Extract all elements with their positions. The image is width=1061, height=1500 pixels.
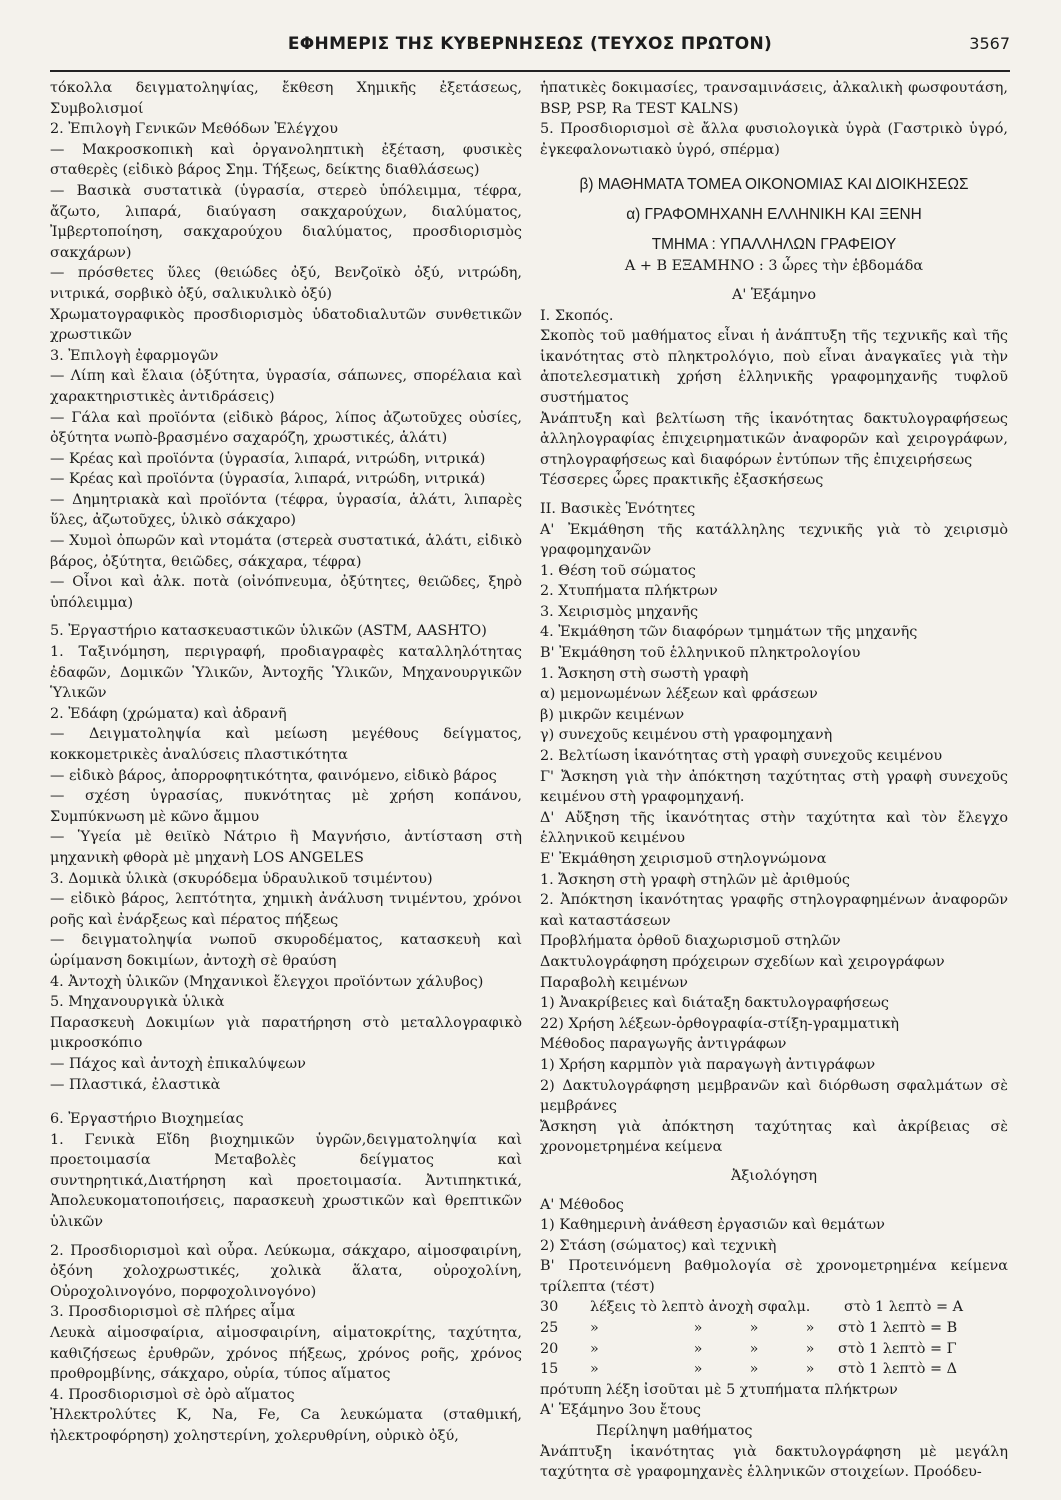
paragraph: — Μακροσκοπικὴ καὶ ὀργανοληπτικὴ ἐξέταση, φυσικὲς σταθερὲς (εἰδικὸ βάρος Σημ. Τήξεως, δείκτης διαθλάσεως)	[50, 141, 522, 179]
paragraph: Χρωματογραφικὸς προσδιορισμὸς ὑδατοδιαλυτῶν συνθετικῶν χρωστικῶν	[50, 306, 522, 344]
ditto-mark: »	[805, 1340, 815, 1357]
section-title: β) ΜΑΘΗΜΑΤΑ ΤΟΜΕΑ ΟΙΚΟΝΟΜΙΑΣ ΚΑΙ ΔΙΟΙΚΗΣΕΩΣ	[579, 176, 969, 194]
paragraph: πρότυπη λέξη ἰσοῦται μὲ 5 χτυπήματα πλήκτρων	[540, 1381, 898, 1398]
paragraph: — πρόσθετες ὕλες (θειώδες ὀξύ, Βενζοϊκὸ ὀξύ, νιτρώδη, νιτρικά, σορβικὸ ὀξύ, σαλικυλικὸ ὀξύ)	[50, 265, 522, 302]
list-item: 1) Χρήση καρμπὸν γιὰ παραγωγὴ ἀντιγράφων	[540, 1056, 876, 1073]
paragraph: — Κρέας καὶ προϊόντα (ὑγρασία, λιπαρά, νιτρώδη, νιτρικά)	[50, 450, 486, 467]
ditto-mark: »	[749, 1340, 759, 1357]
list-item: γ) συνεχοῦς κειμένου στὴ γραφομηχανὴ	[540, 727, 833, 744]
paragraph: 2. Ἐδάφη (χρώματα) καὶ ἀδρανῆ	[50, 705, 287, 722]
paragraph: Σκοπὸς τοῦ μαθήματος εἶναι ἡ ἀνάπτυξη τῆς τεχνικῆς καὶ τῆς ἱκανότητας στὸ πληκτρολόγιο, ποὺ εἶναι ἀναγκαῖες γιὰ τὴν ἀποτελεσματικὴ χρήση ἑλληνικῆς γραφομηχανῆς τυφλοῦ συστήματος	[540, 328, 1008, 406]
paragraph: 1. Γενικὰ Εἴδη βιοχημικῶν ὑγρῶν,δειγματοληψία καὶ προετοιμασία Μεταβολὲς δείγματος καὶ συντηρητικά,Διατήρηση καὶ προετοιμασία. Ἀντιπηκτικά, Ἀπολευκοματοποιήσεις, παρασκευὴ χρωστικῶν καὶ θρεπτικῶν ὑλικῶν	[50, 1131, 522, 1231]
paragraph: Παρασκευὴ Δοκιμίων γιὰ παρατήρηση στὸ μεταλλογραφικὸ μικροσκόπιο	[50, 1014, 522, 1052]
list-item: α) μεμονωμένων λέξεων καὶ φράσεων	[540, 686, 818, 703]
paragraph: Περίληψη μαθήματος	[596, 1423, 753, 1440]
list-item: 2. Χτυπήματα πλήκτρων	[540, 583, 718, 600]
evaluation-title: Ἀξιολόγηση	[730, 1167, 818, 1184]
ditto-mark: »	[749, 1361, 759, 1378]
grading-row	[540, 1318, 1008, 1339]
grading-text: λέξεις τὸ λεπτὸ ἀνοχὴ σφαλμ.	[590, 1299, 811, 1316]
list-item: 2. Ἀπόκτηση ἱκανότητας γραφῆς στηλογραφημένων ἀναφορῶν καὶ καταστάσεων	[540, 892, 1008, 929]
ditto-mark: »	[590, 1361, 599, 1378]
paragraph: Ι. Σκοπός.	[540, 307, 614, 324]
ditto-mark: »	[693, 1340, 703, 1357]
list-item: 1. Θέση τοῦ σώματος	[540, 562, 696, 579]
ditto-mark: »	[590, 1340, 599, 1357]
semester-line: Α + Β ΕΞΑΜΗΝΟ : 3 ὧρες τὴν ἑβδομάδα	[624, 258, 924, 275]
paragraph: Παραβολὴ κειμένων	[540, 974, 688, 991]
paragraph: 4. Ἀντοχὴ ὑλικῶν (Μηχανικοὶ ἔλεγχοι προϊόντων χάλυβος)	[50, 973, 484, 990]
paragraph: Δ' Αὔξηση τῆς ἱκανότητας στὴν ταχύτητα καὶ τὸν ἔλεγχο ἑλληνικοῦ κειμένου	[540, 809, 1008, 847]
grading-row	[540, 1359, 1008, 1380]
paragraph: — Λίπη καὶ ἔλαια (ὀξύτητα, ὑγρασία, σάπωνες, σπορέλαια καὶ χαρακτηριστικὲς ἀντιδράσεις)	[50, 368, 522, 405]
grading-words: 30	[540, 1299, 559, 1316]
list-item: 4. Ἐκμάθηση τῶν διαφόρων τμημάτων τῆς μηχανῆς	[540, 624, 918, 641]
section-heading: 5. Ἐργαστήριο κατασκευαστικῶν ὑλικῶν (ASTM, AASHTO)	[50, 623, 487, 640]
list-item: 1. Ἄσκηση στὴ σωστὴ γραφὴ	[540, 665, 749, 682]
section-heading: 6. Ἐργαστήριο Βιοχημείας	[50, 1111, 244, 1128]
paragraph: Λευκὰ αἱμοσφαίρια, αἱμοσφαιρίνη, αἱματοκρίτης, ταχύτητα, καθιζήσεως ἐρυθρῶν, χρόνος πήξεως, χρόνος ροῆς, χρόνος προθρομβίνης, σάκχαρο, οὐρία, τύπος αἵματος	[50, 1325, 522, 1383]
paragraph: — Κρέας καὶ προϊόντα (ὑγρασία, λιπαρά, νιτρώδη, νιτρικά)	[50, 471, 486, 488]
page-header	[50, 24, 1010, 72]
grading-grade: στὸ 1 λεπτὸ = Β	[838, 1320, 958, 1337]
ditto-mark: »	[590, 1320, 599, 1337]
paragraph: — Γάλα καὶ προϊόντα (εἰδικὸ βάρος, λίπος ἀζωτοῦχες οὐσίες, ὀξύτητα νωπὸ-βρασμένο σαχαρόζη, χρωστικές, ἁλάτι)	[50, 409, 522, 447]
paragraph: — εἰδικὸ βάρος, λεπτότητα, χημικὴ ἀνάλυση τνιμέντου, χρόνοι ροῆς καὶ ἐνάρξεως καὶ πέρατος πήξεως	[50, 891, 522, 928]
paragraph: Δακτυλογράφηση πρόχειρων σχεδίων καὶ χειρογράφων	[540, 953, 945, 970]
ditto-mark: »	[693, 1320, 703, 1337]
list-item: 3. Χειρισμὸς μηχανῆς	[540, 603, 699, 620]
list-item: 1) Καθημερινὴ ἀνάθεση ἐργασιῶν καὶ θεμάτων	[540, 1217, 885, 1234]
paragraph: Α' Ἐκμάθηση τῆς κατάλληλης τεχνικῆς γιὰ τὸ χειρισμὸ γραφομηχανῶν	[540, 521, 1008, 559]
paragraph: Ἀνάπτυξη ἱκανότητας γιὰ δακτυλογράφηση μὲ μεγάλη ταχύτητα σὲ γραφομηχανὲς ἑλληνικῶν στοιχείων. Προόδευ-	[540, 1443, 1008, 1481]
subsection-title: α) ΓΡΑΦΟΜΗΧΑΝΗ ΕΛΛΗΝΙΚΗ ΚΑΙ ΞΕΝΗ	[626, 206, 922, 224]
list-item: 2) Στάση (σώματος) καὶ τεχνικὴ	[540, 1237, 777, 1254]
paragraph: — σχέση ὑγρασίας, πυκνότητας μὲ χρήση κοπάνου, Συμπύκνωση μὲ κῶνο ἄμμου	[50, 788, 522, 825]
grading-grade: στὸ 1 λεπτὸ = Γ	[838, 1340, 957, 1357]
paragraph: Ἀνάπτυξη καὶ βελτίωση τῆς ἱκανότητας δακτυλογραφήσεως ἀλληλογραφίας ἐπιχειρηματικῶν ἀναφορῶν καὶ χειρογράφων, στηλογραφήσεως καὶ διαφόρων ἐντύπων τῆς ἐπιχειρήσεως	[540, 410, 1008, 468]
list-item: 2) Δακτυλογράφηση μεμβρανῶν καὶ διόρθωση σφαλμάτων σὲ μεμβράνες	[540, 1077, 1008, 1115]
paragraph: Α' Μέθοδος	[540, 1196, 624, 1213]
ditto-mark: »	[805, 1361, 815, 1378]
list-item: 1. Ἄσκηση στὴ γραφὴ στηλῶν μὲ ἀριθμούς	[540, 871, 850, 888]
gazette-title: ΕΦΗΜΕΡΙΣ ΤΗΣ ΚΥΒΕΡΝΗΣΕΩΣ (ΤΕΥΧΟΣ ΠΡΩΤΟΝ)	[287, 34, 773, 54]
paragraph: Τέσσερες ὧρες πρακτικῆς ἐξασκήσεως	[540, 472, 824, 489]
department-title: ΤΜΗΜΑ : ΥΠΑΛΛΗΛΩΝ ΓΡΑΦΕΙΟΥ	[651, 236, 897, 254]
paragraph: 5. Προσδιορισμοὶ σὲ ἄλλα φυσιολογικὰ ὑγρὰ (Γαστρικὸ ὑγρό, ἐγκεφαλονωτιακὸ ὑγρό, σπέρμα)	[540, 121, 1008, 158]
paragraph: — Δειγματοληψία καὶ μείωση μεγέθους δείγματος, κοκκομετρικὲς ἀναλύσεις πλαστικότητα	[50, 726, 522, 763]
paragraph: ἡπατικὲς δοκιμασίες, τρανσαμινάσεις, ἀλκαλικὴ φωσφουτάση, BSP, PSP, Ra TEST KALNS)	[540, 80, 1008, 117]
section-heading: 2. Ἐπιλογὴ Γενικῶν Μεθόδων Ἐλέγχου	[50, 121, 338, 138]
ditto-mark: »	[805, 1320, 815, 1337]
grading-grade: στὸ 1 λεπτὸ = Δ	[838, 1361, 958, 1378]
paragraph: Ἠλεκτρολύτες K, Na, Fe, Ca λευκώματα (σταθμική, ἠλεκτροφόρηση) χοληστερίνη, χολερυθρίνη, οὐρικὸ ὀξύ,	[50, 1407, 522, 1444]
paragraph: 5. Μηχανουργικὰ ὑλικὰ	[50, 994, 225, 1011]
section-heading: 3. Ἐπιλογὴ ἐφαρμογῶν	[50, 347, 219, 364]
grading-row	[540, 1339, 1008, 1360]
paragraph: 1. Ταξινόμηση, περιγραφή, προδιαγραφὲς καταλληλότητας ἐδαφῶν, Δομικῶν Ὑλικῶν, Ἀντοχῆς Ὑλικῶν, Μηχανουργικῶν Ὑλικῶν	[50, 644, 522, 702]
paragraph: Α' Ἑξάμηνο 3ου ἔτους	[540, 1402, 701, 1419]
ditto-mark: »	[749, 1320, 759, 1337]
grading-words: 20	[540, 1340, 559, 1357]
paragraph: Β' Ἐκμάθηση τοῦ ἑλληνικοῦ πληκτρολογίου	[540, 645, 861, 662]
page-number: 3567	[969, 34, 1010, 53]
paragraph: Μέθοδος παραγωγῆς ἀντιγράφων	[540, 1036, 787, 1053]
list-item: 22) Χρήση λέξεων-ὀρθογραφία-στίξη-γραμματικὴ	[540, 1015, 899, 1032]
paragraph: — εἰδικὸ βάρος, ἀπορροφητικότητα, φαινόμενο, εἰδικὸ βάρος	[50, 767, 497, 784]
paragraph: — Πάχος καὶ ἀντοχὴ ἐπικαλύψεων	[50, 1055, 306, 1072]
list-item: β) μικρῶν κειμένων	[540, 706, 685, 723]
paragraph: — Χυμοὶ ὀπωρῶν καὶ ντομάτα (στερεὰ συστατικά, ἁλάτι, εἰδικὸ βάρος, ὀξύτητα, θειῶδες, σάκχαρα, τέφρα)	[50, 533, 522, 570]
semester-heading: Α' Ἑξάμηνο	[731, 286, 817, 303]
paragraph: 4. Προσδιορισμοὶ σὲ ὀρὸ αἵματος	[50, 1386, 295, 1403]
list-item: 1) Ἀνακρίβειες καὶ διάταξη δακτυλογραφήσεως	[540, 995, 889, 1012]
ditto-mark: »	[693, 1361, 703, 1378]
paragraph: ΙΙ. Βασικὲς Ἑνότητες	[540, 500, 696, 517]
paragraph: — Ὑγεία μὲ θειϊκὸ Νάτριο ἢ Μαγνήσιο, ἀντίσταση στὴ μηχανικὴ φθορὰ μὲ μηχανὴ LOS ANGELES	[50, 829, 522, 866]
paragraph: Γ' Ἄσκηση γιὰ τὴν ἀπόκτηση ταχύτητας στὴ γραφὴ συνεχοῦς κειμένου στὴ γραφομηχανή.	[540, 768, 1008, 806]
paragraph: — Πλαστικά, ἐλαστικὰ	[50, 1076, 221, 1093]
paragraph: — Δημητριακὰ καὶ προϊόντα (τέφρα, ὑγρασία, ἁλάτι, λιπαρὲς ὕλες, ἀζωτοῦχες, ὑλικὸ σάκχαρο)	[50, 491, 522, 529]
grading-words: 15	[540, 1361, 559, 1378]
list-item: 2. Βελτίωση ἱκανότητας στὴ γραφὴ συνεχοῦς κειμένου	[540, 748, 943, 765]
paragraph: 3. Προσδιορισμοὶ σὲ πλήρες αἷμα	[50, 1304, 296, 1321]
paragraph: τόκολλα δειγματοληψίας, ἔκθεση Χημικῆς ἐξετάσεως, Συμβολισμοί	[50, 80, 522, 117]
grading-words: 25	[540, 1320, 559, 1337]
left-column	[50, 78, 522, 1447]
grading-row	[540, 1297, 1008, 1318]
right-column	[540, 78, 1008, 1483]
grading-grade: στὸ 1 λεπτὸ = Α	[844, 1299, 964, 1316]
paragraph: Ἄσκηση γιὰ ἀπόκτηση ταχύτητας καὶ ἀκρίβειας σὲ χρονομετρημένα κείμενα	[540, 1118, 1008, 1156]
paragraph: — δειγματοληψία νωποῦ σκυροδέματος, κατασκευὴ καὶ ὡρίμανση δοκιμίων, ἀντοχὴ σὲ θραύση	[50, 932, 522, 969]
paragraph: — Βασικὰ συστατικὰ (ὑγρασία, στερεὸ ὑπόλειμμα, τέφρα, ἄζωτο, λιπαρά, διαύγαση σακχαρούχων, διαλύματος, Ἰμβερτοποίηση, σακχαρούχου διαλύματος, προσδιορισμὸς σακχάρων)	[50, 182, 522, 261]
paragraph: 3. Δομικὰ ὑλικὰ (σκυρόδεμα ὑδραυλικοῦ τσιμέντου)	[50, 870, 433, 887]
paragraph: Προβλήματα ὀρθοῦ διαχωρισμοῦ στηλῶν	[540, 933, 841, 950]
paragraph: 2. Προσδιορισμοὶ καὶ οὖρα. Λεύκωμα, σάκχαρο, αἱμοσφαιρίνη, ὀξόνη χολοχρωστικές, χολικὰ ἅλατα, οὐροχολίνη, Οὐροχολινογόνο, πορφοχολινογόνο)	[50, 1242, 522, 1300]
paragraph: Β' Προτεινόμενη βαθμολογία σὲ χρονομετρημένα κείμενα τρίλεπτα (τέστ)	[540, 1258, 1008, 1295]
paragraph: — Οἶνοι καὶ ἀλκ. ποτὰ (οἰνόπνευμα, ὀξύτητες, θειῶδες, ξηρὸ ὑπόλειμμα)	[50, 574, 522, 611]
paragraph: Ε' Ἐκμάθηση χειρισμοῦ στηλογνώμονα	[540, 851, 827, 867]
